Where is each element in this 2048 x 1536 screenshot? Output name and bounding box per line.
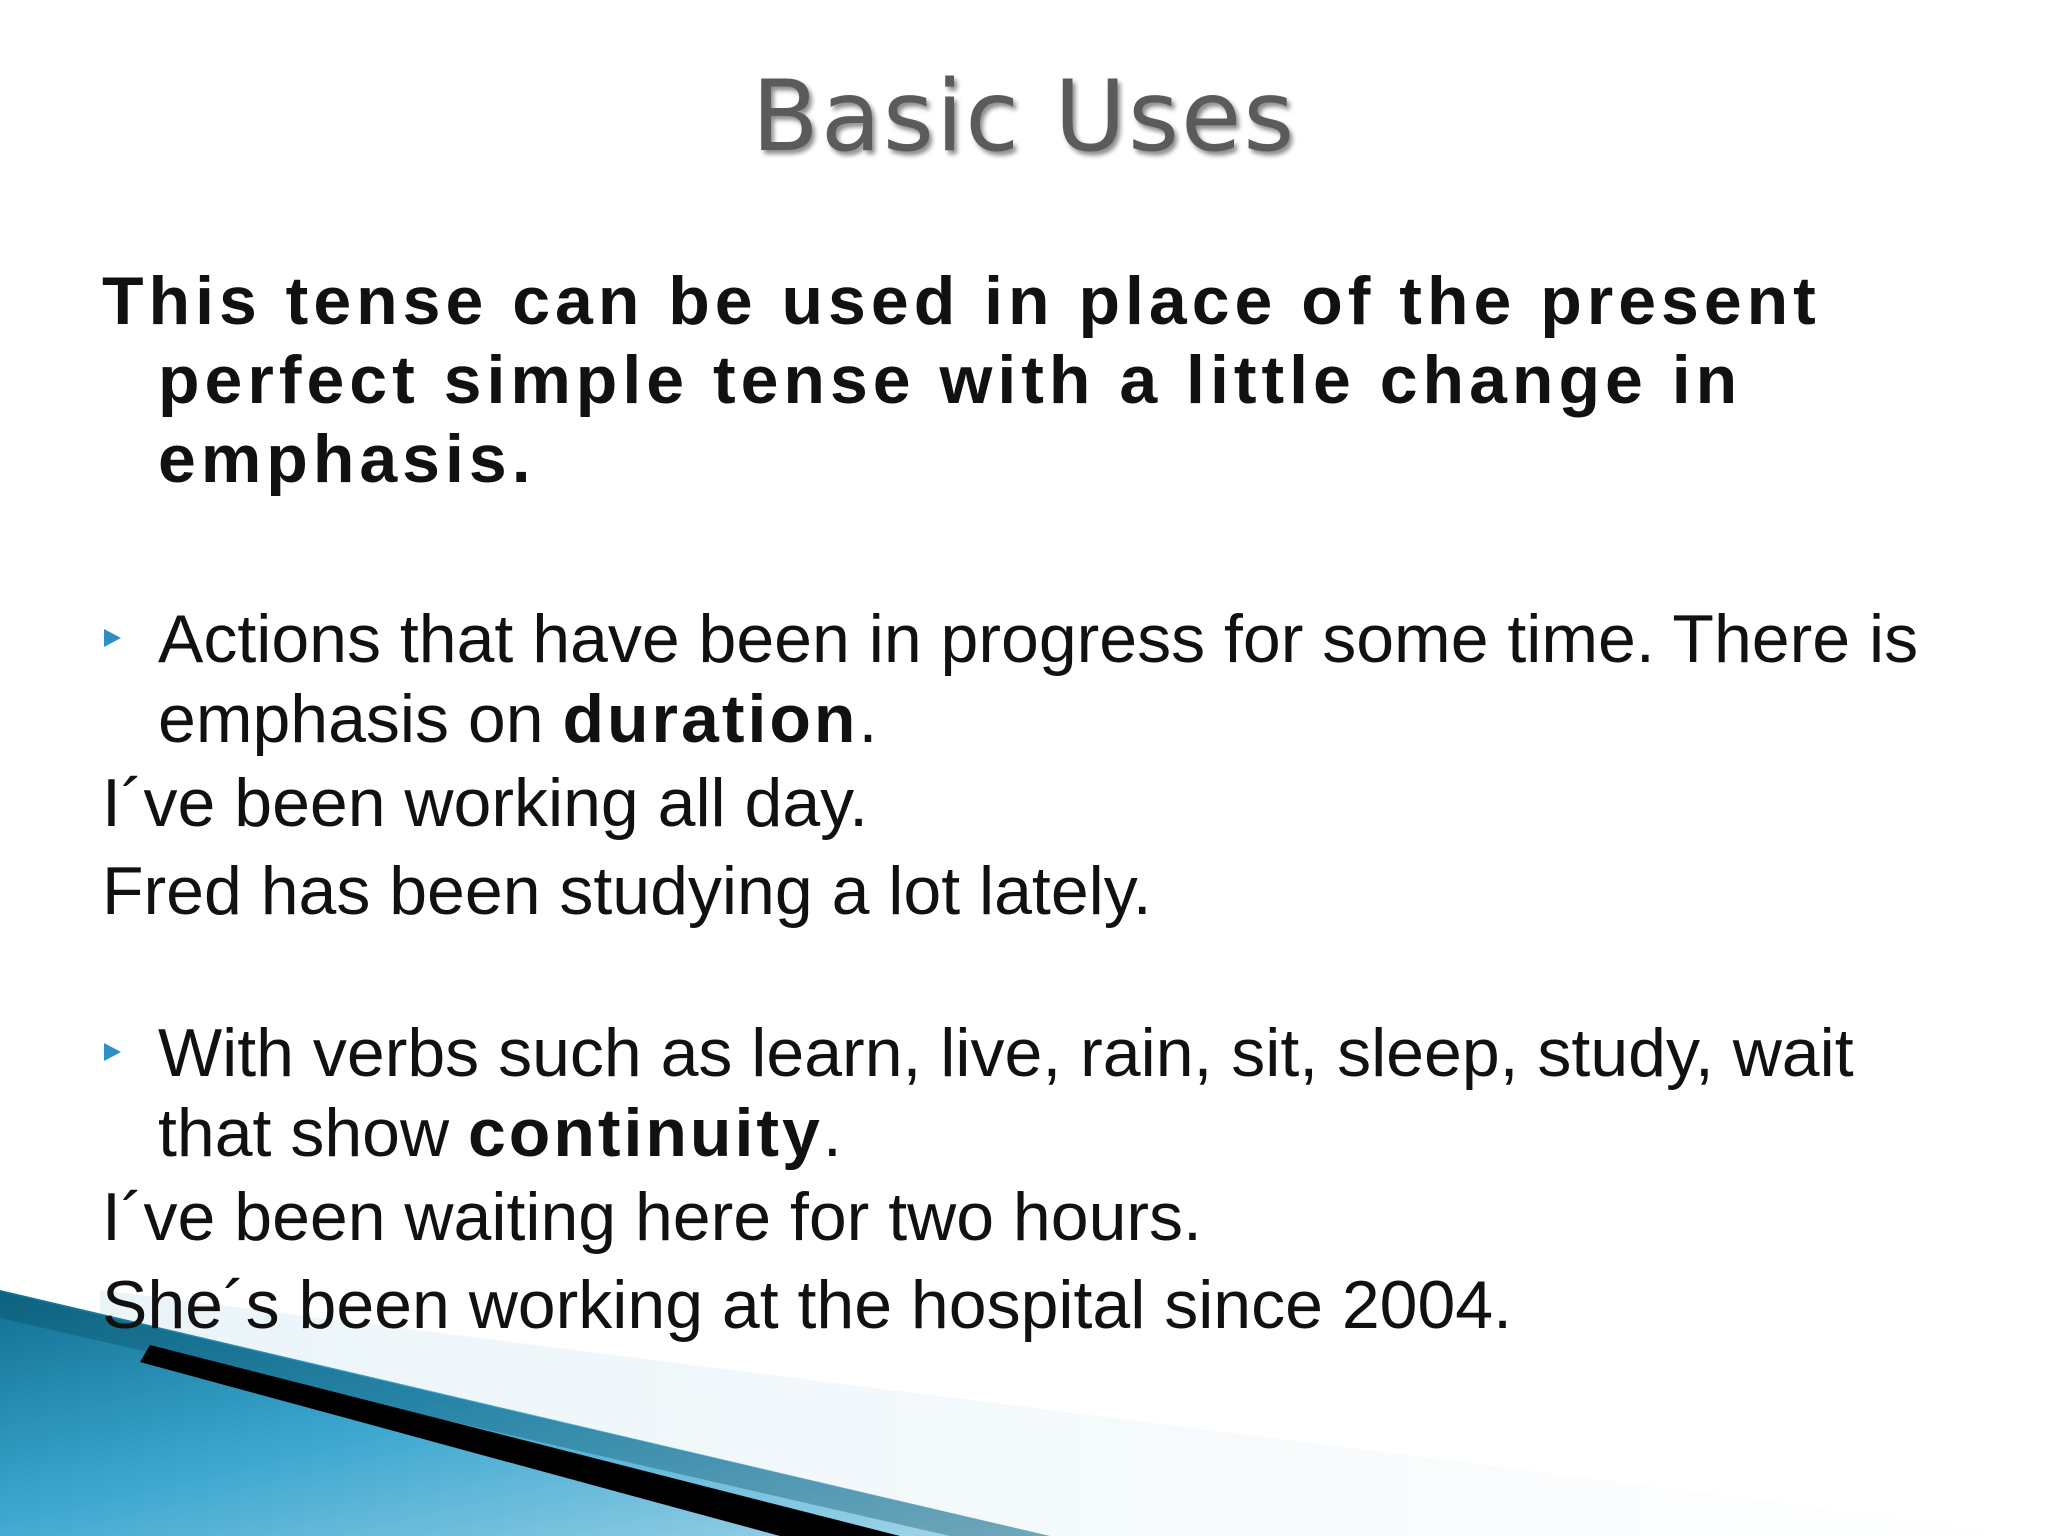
example-sentence: I´ve been working all day. — [102, 765, 869, 841]
bullet-period: . — [822, 1095, 842, 1171]
bullet-text: Actions that have been in progress for some time. There is emphasis on — [158, 601, 1919, 757]
bullet-text: With verbs such as learn, live, rain, sit, sleep, study, wait that show — [158, 1015, 1854, 1171]
bullet-continuity — [102, 1013, 1982, 1173]
bullet-duration — [102, 599, 1982, 759]
example-sentence: Fred has been studying a lot lately. — [102, 853, 1152, 929]
slide-title: Basic Uses — [751, 60, 1297, 174]
bullet-keyword: duration — [562, 681, 859, 757]
bullet-keyword: continuity — [467, 1095, 823, 1171]
slide-content — [102, 262, 1982, 1349]
bullet-arrow-icon — [104, 1043, 121, 1061]
bullet-arrow-icon — [104, 629, 121, 647]
bullet-period: . — [858, 681, 878, 757]
example-sentence: I´ve been waiting here for two hours. — [102, 1179, 1202, 1255]
intro-text: This tense can be used in place of the present perfect simple tense with a little change in emphasis. — [102, 263, 1821, 497]
example-sentence: She´s been working at the hospital since 2004. — [102, 1267, 1513, 1343]
